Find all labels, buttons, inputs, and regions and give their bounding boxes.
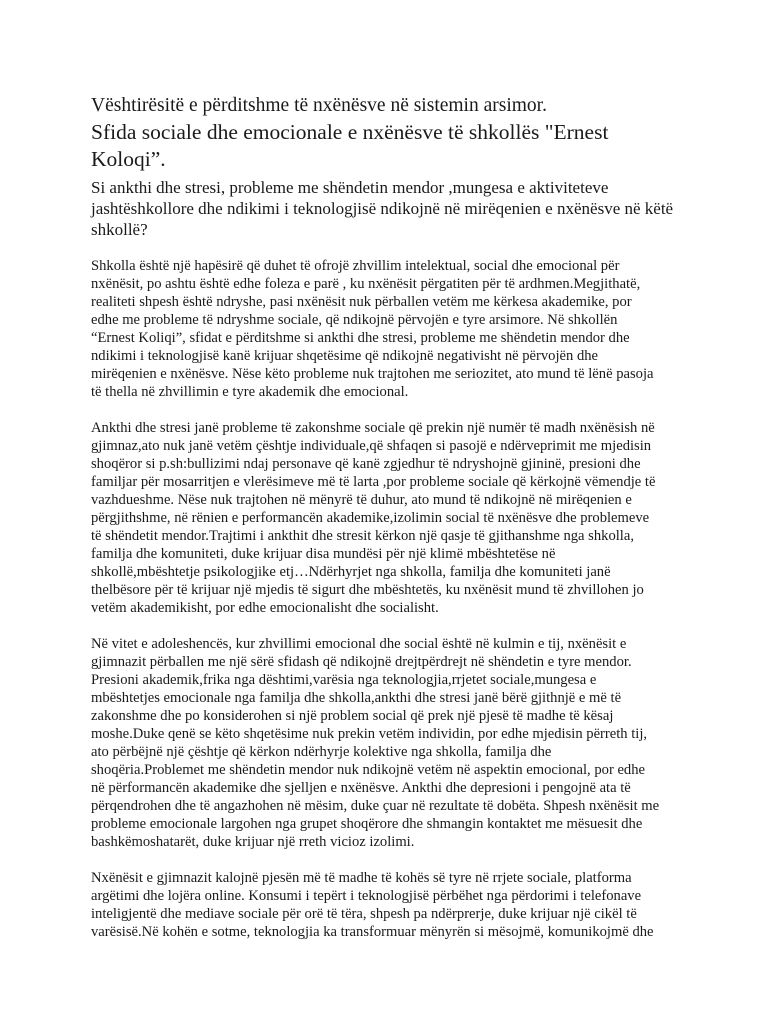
- paragraph-anxiety-stress: Ankthi dhe stresi janë probleme të zakonshme sociale që prekin një numër të madh nxënësish në gjimnaz,ato nuk janë vetëm çështje individuale,që shfaqen si pasojë e ndërveprimit me mjedisin shoqëror si p.sh:bullizimi ndaj personave që kanë zgjedhur të ndryshojnë gjininë, presioni dhe familjar për mosarritjen e vlerësimeve më të larta ,por probleme sociale që kërkojnë vëmendje të vazhdueshme. Nëse nuk trajtohen në mënyrë të duhur, ato mund të ndikojnë në mirëqenien e përgjithshme, në rënien e performancën akademike,izolimin social të nxënësve dhe problemeve të shëndetit mendor.Trajtimi i ankthit dhe stresit kërkon një qasje të gjithanshme nga shkolla, familja dhe komuniteti, duke krijuar disa mundësi për një klimë mbështetëse në shkollë,mbështetje psikologjike etj…Ndërhyrjet nga shkolla, familja dhe komuniteti janë thelbësore për të krijuar një mjedis të sigurt dhe mbështetës, ku nxënësit mund të zhvillohen jo vetëm akademikisht, por edhe emocionalisht dhe socialisht.: [91, 420, 656, 616]
- document-body: [91, 257, 684, 941]
- document-title: Vështirësitë e përditshme të nxënësve në sistemin arsimor.: [91, 95, 547, 116]
- paragraph-mental-health: Në vitet e adoleshencës, kur zhvillimi emocional dhe social është në kulmin e tij, nxënësit e gjimnazit përballen me një sërë sfidash që ndikojnë drejtpërdrejt në shëndetin e tyre mendor. Presioni akademik,frika nga dështimi,varësia nga teknologjia,rrjetet sociale,mungesa e mbështetjes emocionale nga familja dhe shkolla,ankthi dhe stresi janë bërë gjithnjë e më të zakonshme dhe po konsiderohen si një problem social që prek një pjesë të madhe të kësaj moshe.Duke qenë se këto shqetësime nuk prekin vetëm individin, por edhe mjedisin përreth tij, ato përbëjnë një çështje që kërkon ndërhyrje kolektive nga shkolla, familja dhe shoqëria.Problemet me shëndetin mendor nuk ndikojnë vetëm në aspektin emocional, por edhe në përformancën akademike dhe sjelljen e nxënësve. Ankthi dhe depresioni i pengojnë ata të përqendrohen dhe të angazhohen në mësim, duke çuar në rezultate të dobëta. Shpesh nxënësit me probleme emocionale largohen nga grupet shoqërore dhe shmangin kontaktet me mësuesit dhe bashkëmoshatarët, duke krijuar një rreth vicioz izolimi.: [91, 636, 660, 850]
- paragraph-technology: Nxënësit e gjimnazit kalojnë pjesën më të madhe të kohës së tyre në rrjete sociale, platforma argëtimi dhe lojëra online. Konsumi i tepërt i teknologjisë përbëhet nga përdorimi i telefonave inteligjentë dhe mediave sociale për orë të tëra, shpesh pa ndërprerje, duke krijuar një cikël të varësisë.Në kohën e sotme, teknologjia ka transformuar mënyrën si mësojmë, komunikojmë dhe: [91, 870, 654, 940]
- research-question: Si ankthi dhe stresi, probleme me shëndetin mendor ,mungesa e aktiviteteve jashtëshkollore dhe ndikimi i teknologjisë ndikojnë në mirëqenien e nxënësve në këtë shkollë?: [91, 178, 674, 239]
- paragraph-intro: Shkolla është një hapësirë që duhet të ofrojë zhvillim intelektual, social dhe emocional për nxënësit, po ashtu është edhe foleza e parë , ku nxënësit përgatiten për të ardhmen.Megjithatë, realiteti shpesh është ndryshe, pasi nxënësit nuk përballen vetëm me kërkesa akademike, por edhe me probleme të ndryshme sociale, që ndikojnë përvojën e tyre arsimore. Në shkollën “Ernest Koliqi”, sfidat e përditshme si ankthi dhe stresi, probleme me shëndetin mendor dhe ndikimi i teknologjisë kanë krijuar shqetësime që ndikojnë negativisht në përvojën dhe mirëqenien e nxënësve. Nëse këto probleme nuk trajtohen me seriozitet, ato mund të lënë pasoja të thella në zhvillimin e tyre akademik dhe emocional.: [91, 258, 654, 400]
- document-subtitle: Sfida sociale dhe emocionale e nxënësve të shkollës "Ernest Koloqi”.: [91, 120, 609, 171]
